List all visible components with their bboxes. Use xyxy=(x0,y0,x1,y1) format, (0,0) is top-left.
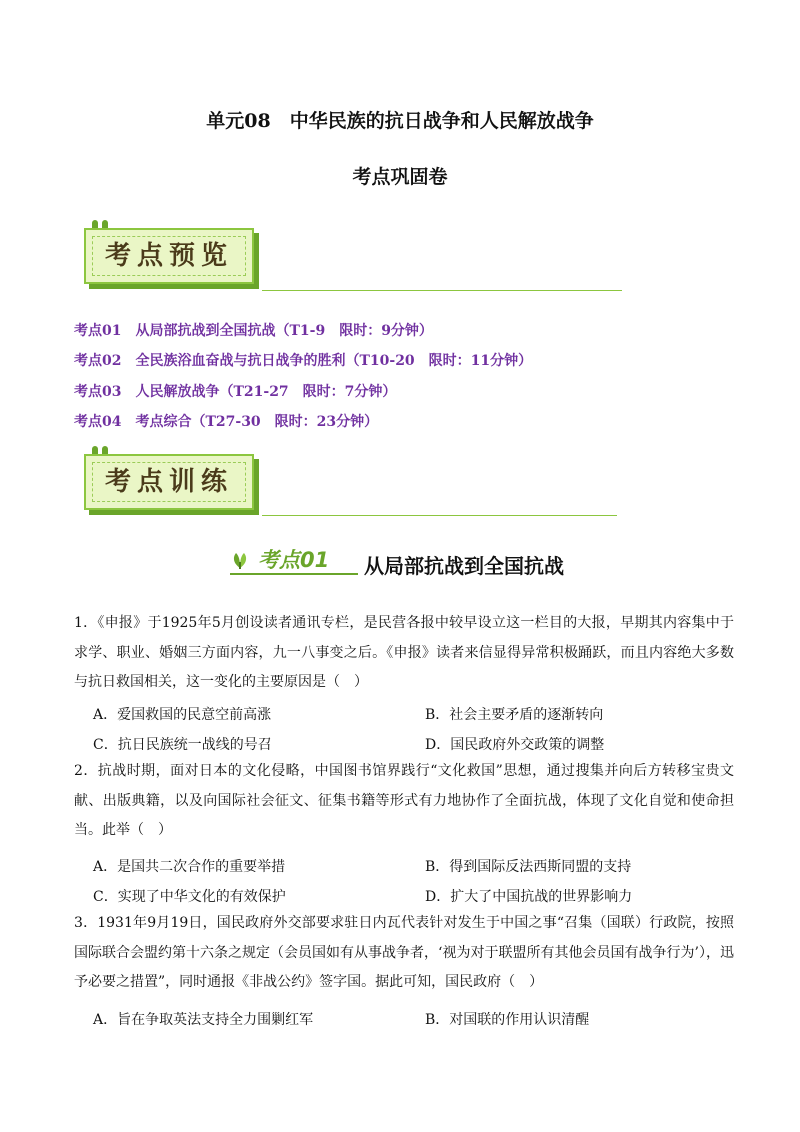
option-d[interactable]: D．扩大了中国抗战的世界影响力 xyxy=(425,889,633,905)
option-b[interactable]: B．社会主要矛盾的逐渐转向 xyxy=(425,707,604,723)
option-c[interactable]: C．实现了中华文化的有效保护 xyxy=(93,889,286,905)
option-d[interactable]: D．国民政府外交政策的调整 xyxy=(425,737,605,753)
preview-badge-label: 考点预览 xyxy=(104,241,233,271)
option-b[interactable]: B．得到国际反法西斯同盟的支持 xyxy=(425,859,632,875)
page-subtitle: 考点巩固卷 xyxy=(352,166,448,188)
divider xyxy=(262,515,617,516)
training-badge-label: 考点训练 xyxy=(104,467,233,497)
section-name: 从局部抗战到全国抗战 xyxy=(364,554,564,578)
option-c[interactable]: C．抗日民族统一战线的号召 xyxy=(93,737,272,753)
option-b[interactable]: B．对国联的作用认识清醒 xyxy=(425,1012,590,1028)
toc-item[interactable]: 考点01 从局部抗战到全国抗战（T1-9 限时：9分钟） xyxy=(74,323,433,339)
toc-item[interactable]: 考点02 全民族浴血奋战与抗日战争的胜利（T10-20 限时：11分钟） xyxy=(74,353,533,369)
divider xyxy=(262,290,622,291)
option-a[interactable]: A．爱国救国的民意空前高涨 xyxy=(93,707,272,723)
section-heading xyxy=(226,544,586,578)
question-stem: 3．1931年9月19日，国民政府外交部要求驻日内瓦代表针对发生于中国之事“召集（国联）行政院，按照国际联合会盟约第十六条之规定（会员国如有从事战争者，‘视为对于联盟所有其他会员国有战争行为’），迅予必要之措置”，同时通报《非战公约》签字国。据此可知，国民政府（ ） xyxy=(74,915,734,990)
section-tag: 考点01 xyxy=(258,548,330,572)
question-stem: 2．抗战时期，面对日本的文化侵略，中国图书馆界践行“文化救国”思想，通过搜集并向后方转移宝贵文献、出版典籍，以及向国际社会征文、征集书籍等形式有力地协作了全面抗战，体现了文化自觉和使命担当。此举（ ） xyxy=(74,763,734,838)
option-a[interactable]: A．是国共二次合作的重要举措 xyxy=(93,859,286,875)
toc-item[interactable]: 考点04 考点综合（T27-30 限时：23分钟） xyxy=(74,414,379,430)
leaf-icon xyxy=(230,550,250,570)
option-a[interactable]: A．旨在争取英法支持全力围剿红军 xyxy=(93,1012,314,1028)
section-underline xyxy=(230,573,358,575)
toc-item[interactable]: 考点03 人民解放战争（T21-27 限时：7分钟） xyxy=(74,384,397,400)
page-title: 单元08 中华民族的抗日战争和人民解放战争 xyxy=(206,110,594,132)
preview-badge xyxy=(84,222,260,290)
question-stem: 1．《申报》于1925年5月创设读者通讯专栏，是民营各报中较早设立这一栏目的大报，早期其内容集中于求学、职业、婚姻三方面内容，九一八事变之后。《申报》读者来信显得异常积极踊跃，而且内容绝大多数与抗日救国相关，这一变化的主要原因是（ ） xyxy=(74,615,734,690)
training-badge xyxy=(84,448,260,516)
